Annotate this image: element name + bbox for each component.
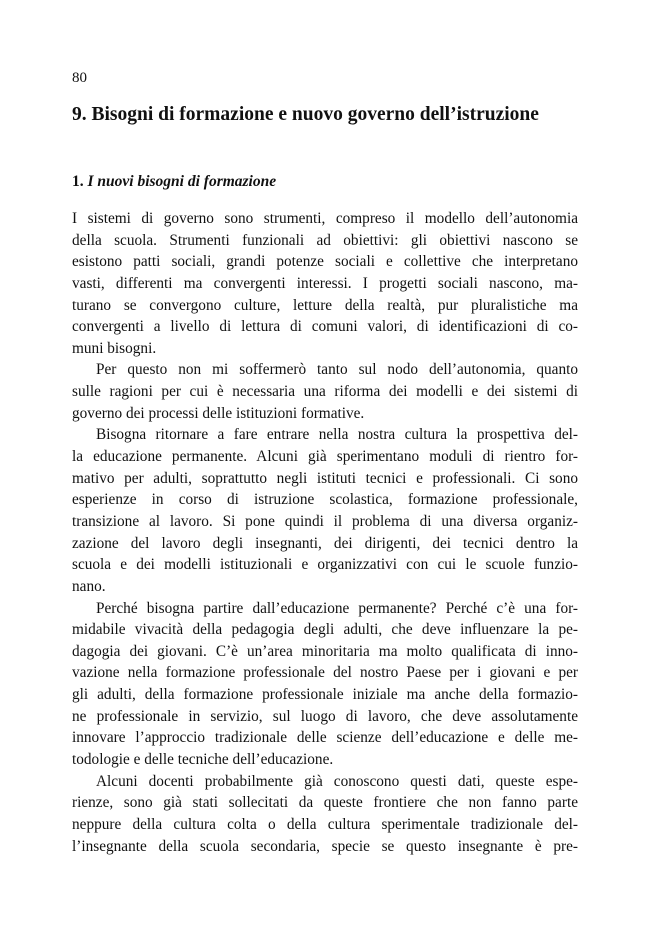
text-line: rienze, sono già stati sollecitati da queste frontiere che non fanno parte	[72, 794, 578, 812]
text-line: Bisogna ritornare a fare entrare nella nostra cultura la prospettiva del-	[96, 426, 578, 444]
text-line: todologie e delle tecniche dell’educazione.	[72, 751, 334, 769]
text-line: nano.	[72, 577, 106, 595]
text-line: mativo per adulti, soprattutto negli istituti tecnici e professionali. Ci sono	[72, 469, 578, 487]
text-line: vasti, differenti ma convergenti interessi. I progetti sociali nascono, ma-	[72, 274, 578, 292]
text-line: I sistemi di governo sono strumenti, compreso il modello dell’autonomia	[72, 210, 578, 227]
text-line: ne professionale in servizio, sul luogo di lavoro, che deve assolutamente	[72, 707, 578, 725]
text-line: turano se convergono culture, letture della realtà, pur pluralistiche ma	[72, 296, 578, 314]
paragraph	[72, 208, 578, 359]
body-text	[72, 208, 578, 857]
text-line: muni bisogni.	[72, 339, 157, 357]
chapter-title: 9. Bisogni di formazione e nuovo governo dell’istruzione	[72, 104, 539, 125]
section-number: 1.	[72, 173, 84, 190]
text-line: della scuola. Strumenti funzionali ad obiettivi: gli obiettivi nascono se	[72, 231, 578, 249]
text-line: scuola e dei modelli istituzionali e organizzativi con cui le scuole funzio-	[72, 556, 578, 574]
text-line: dagogia dei giovani. C’è un’area minoritaria ma molto qualificata di inno-	[72, 642, 578, 660]
text-line: gli adulti, della formazione professionale iniziale ma anche della formazio-	[72, 686, 578, 704]
text-line: convergenti a livello di lettura di comuni valori, di identificazioni di co-	[72, 318, 578, 336]
text-line: zazione del lavoro degli insegnanti, dei dirigenti, dei tecnici dentro la	[72, 534, 578, 552]
text-line: Perché bisogna partire dall’educazione permanente? Perché c’è una for-	[96, 599, 578, 617]
page-number: 80	[72, 70, 87, 86]
paragraph	[72, 424, 578, 597]
text-line: la educazione permanente. Alcuni già sperimentano moduli di rientro for-	[72, 448, 578, 466]
paragraph	[72, 359, 578, 424]
text-line: l’insegnante della scuola secondaria, specie se questo insegnante è pre-	[72, 837, 578, 855]
text-line: governo dei processi delle istituzioni formative.	[72, 404, 365, 422]
text-line: sulle ragioni per cui è necessaria una riforma dei modelli e dei sistemi di	[72, 383, 578, 401]
text-line: neppure della cultura colta o della cultura sperimentale tradizionale del-	[72, 815, 578, 833]
text-line: esperienze in corso di istruzione scolastica, formazione professionale,	[72, 491, 578, 509]
text-line: Per questo non mi soffermerò tanto sul nodo dell’autonomia, quanto	[96, 361, 578, 379]
paragraph	[72, 771, 578, 858]
text-line: vazione nella formazione professionale del nostro Paese per i giovani e per	[72, 664, 578, 682]
text-line: Alcuni docenti probabilmente già conoscono questi dati, queste espe-	[96, 772, 578, 790]
paragraph	[72, 598, 578, 771]
section-title: I nuovi bisogni di formazione	[87, 173, 277, 190]
text-line: midabile vivacità della pedagogia degli adulti, che deve influenzare la pe-	[72, 621, 578, 639]
section-heading	[72, 173, 276, 191]
text-line: transizione al lavoro. Si pone quindi il problema di una diversa organiz-	[72, 512, 578, 530]
text-line: esistono patti sociali, grandi potenze sociali e collettive che interpretano	[72, 253, 578, 271]
text-line: innovare l’approccio tradizionale delle scienze dell’educazione e delle me-	[72, 729, 578, 747]
